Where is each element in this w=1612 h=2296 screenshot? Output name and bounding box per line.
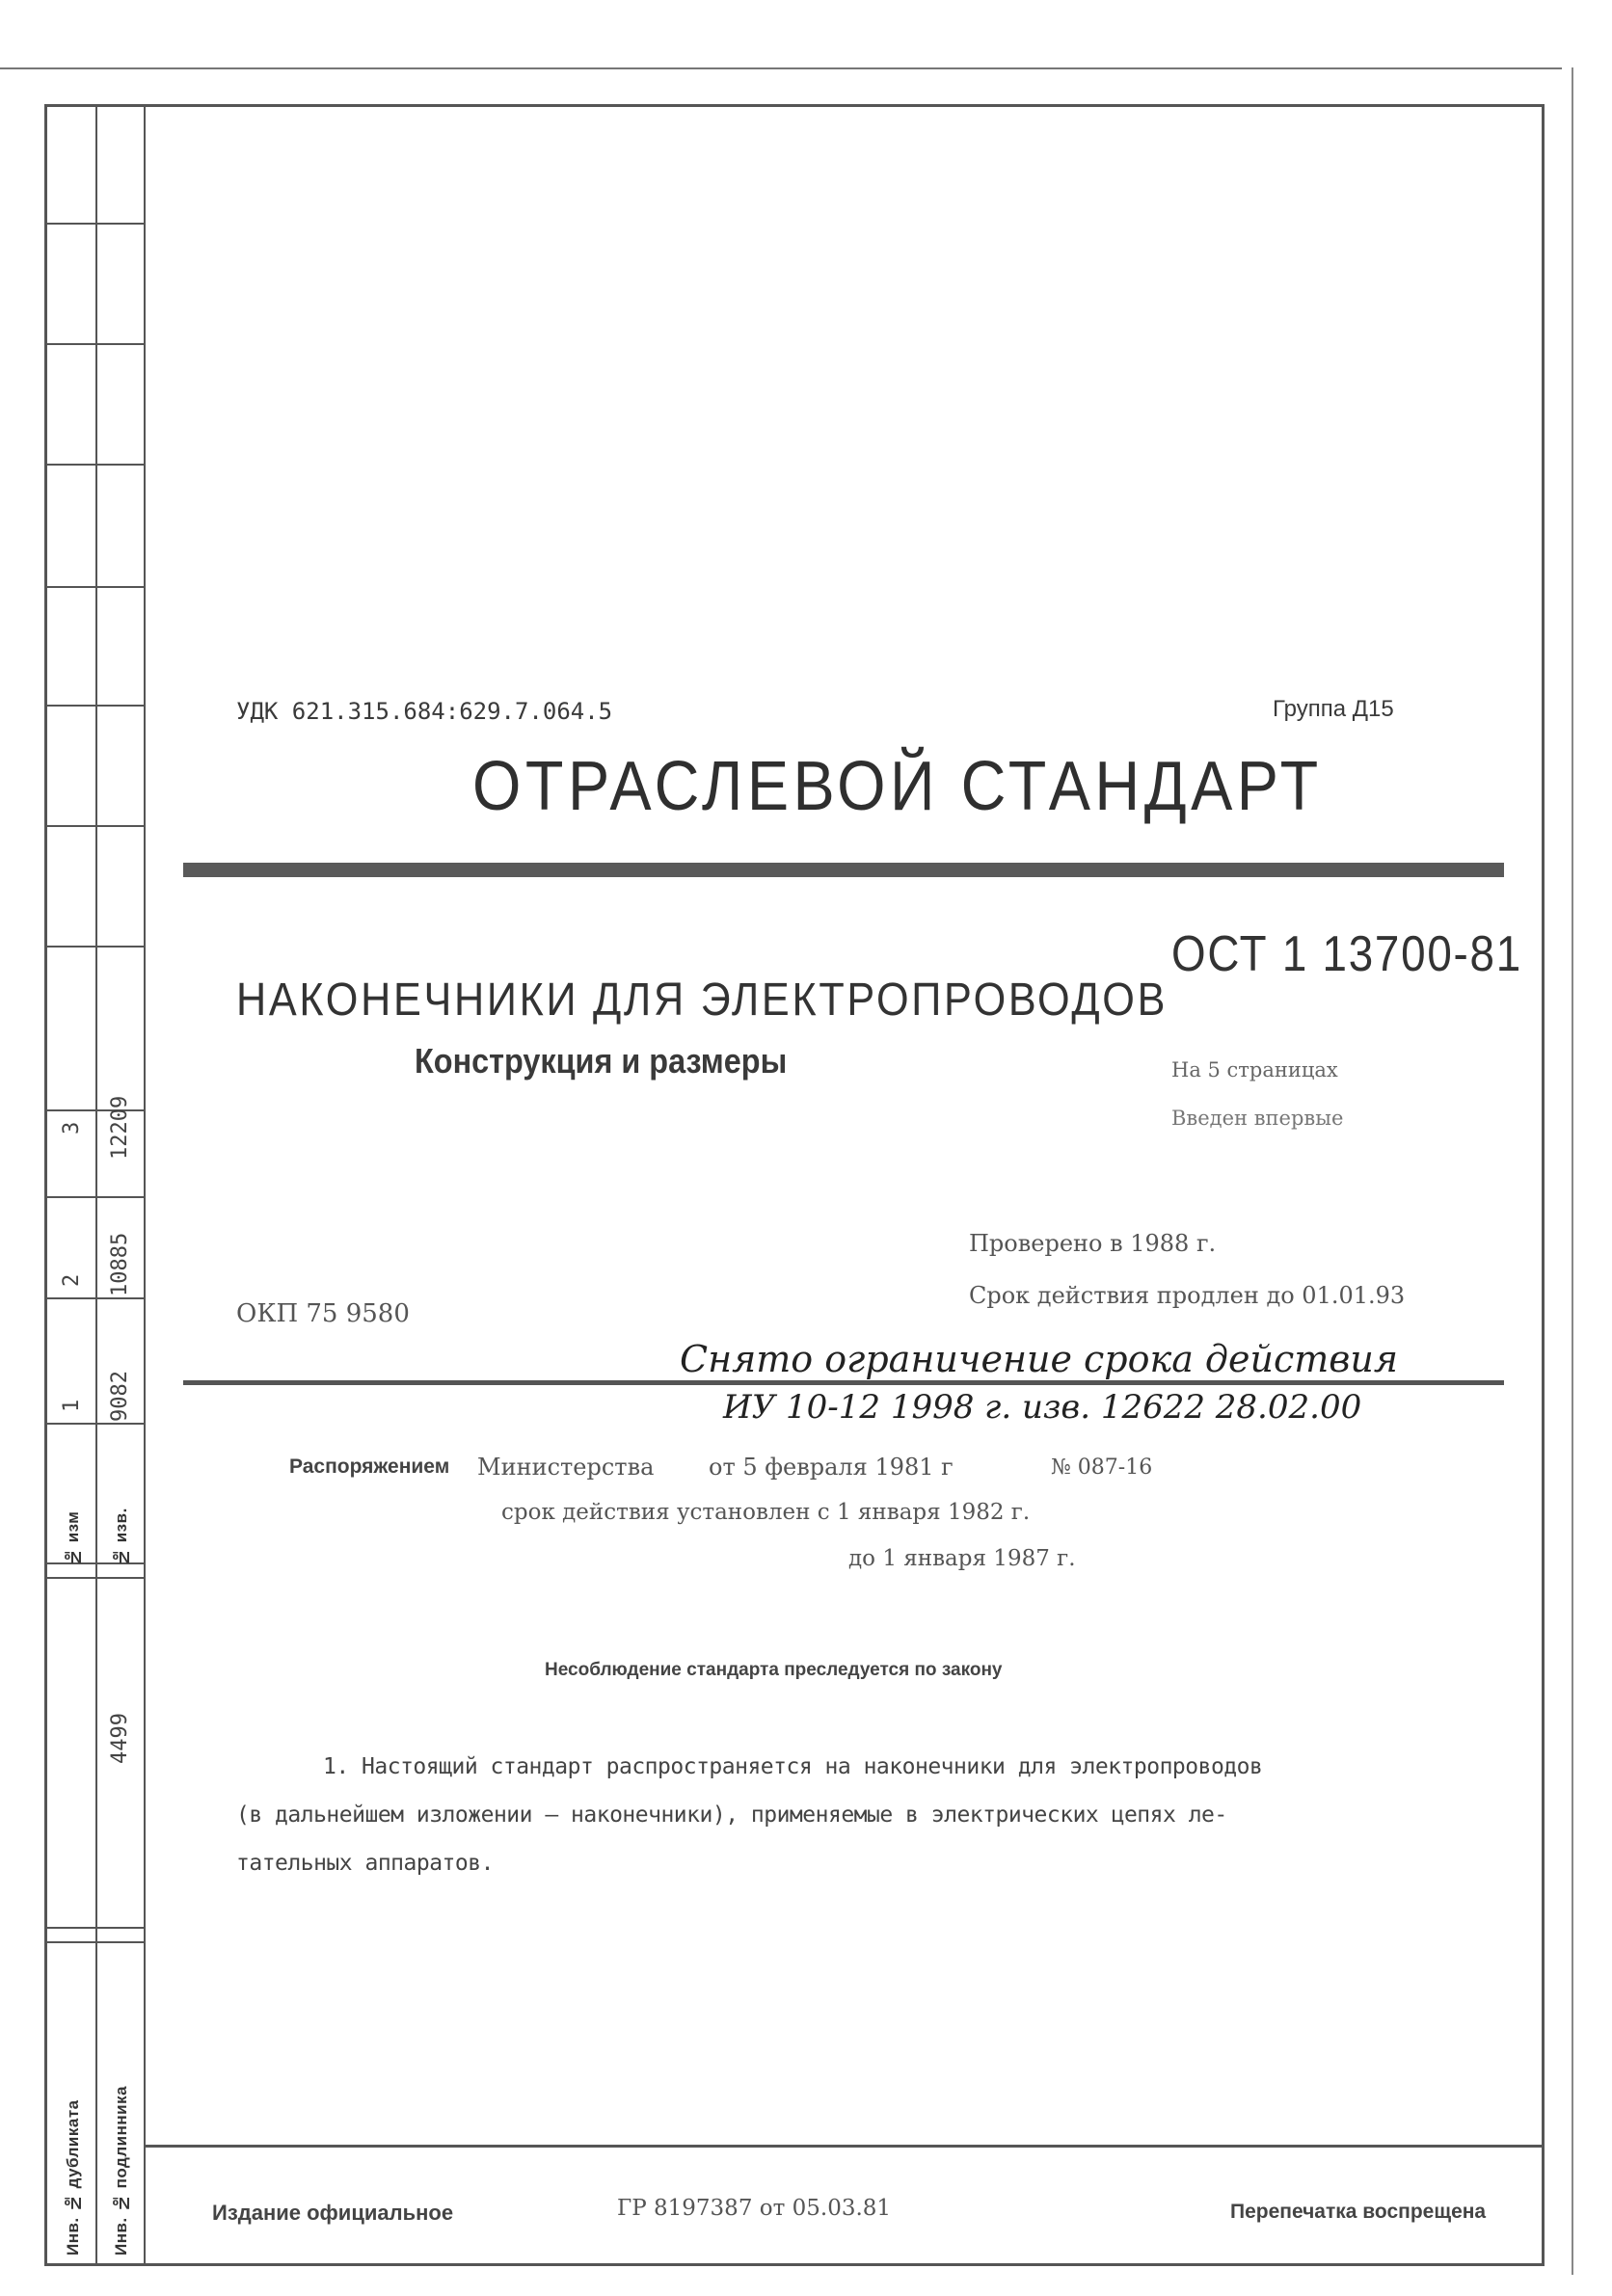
stamp-izv-label: № изв. — [112, 1508, 130, 1566]
order-number: № 087-16 — [1051, 1455, 1153, 1480]
udk-code: УДК 621.315.684:629.7.064.5 — [236, 698, 613, 725]
stamp-column-right — [95, 107, 146, 2263]
validity-end: до 1 января 1987 г. — [848, 1546, 1076, 1571]
introduced-note: Введен впервые — [1171, 1107, 1344, 1130]
stamp-rev-1: 3 — [60, 1121, 84, 1135]
standard-name: НАКОНЕЧНИКИ ДЛЯ ЭЛЕКТРОПРОВОДОВ — [236, 974, 1169, 1026]
handwritten-cancel-note: Снято ограничение срока действия — [680, 1338, 1399, 1380]
checked-note: Проверено в 1988 г. — [969, 1230, 1217, 1257]
scope-paragraph-line-3: тательных аппаратов. — [236, 1851, 494, 1876]
stamp-dubl-label: Инв. № дубликата — [64, 2099, 82, 2256]
validity-rule — [183, 1380, 1504, 1385]
group-code: Группа Д15 — [1273, 696, 1394, 722]
stamp-docnum-1: 12209 — [108, 1095, 132, 1161]
legal-warning: Несоблюдение стандарта преследуется по закону — [545, 1660, 1003, 1680]
footer-rule — [146, 2145, 1542, 2148]
order-ministry: Министерства — [477, 1454, 655, 1481]
standard-subtitle: Конструкция и размеры — [415, 1041, 788, 1081]
title-rule — [183, 863, 1504, 877]
order-label: Распоряжением — [289, 1455, 450, 1478]
extended-note: Срок действия продлен до 01.01.93 — [969, 1282, 1406, 1309]
validity-start: срок действия установлен с 1 января 1982 г. — [501, 1500, 1031, 1525]
official-edition-label: Издание официальное — [212, 2201, 454, 2225]
page-title: ОТРАСЛЕВОЙ СТАНДАРТ — [472, 748, 1323, 825]
scope-paragraph-line-1: 1. Настоящий стандарт распространяется на наконечники для электропроводов — [323, 1754, 1263, 1779]
order-date: от 5 февраля 1981 г — [709, 1454, 954, 1481]
top-border-line — [0, 67, 1562, 69]
page-count: На 5 страницах — [1171, 1058, 1338, 1081]
stamp-docnum-3: 9082 — [108, 1371, 132, 1422]
stamp-izm-label: № изм — [64, 1510, 82, 1566]
stamp-docnum-2: 10885 — [108, 1232, 132, 1296]
stamp-column-left — [47, 107, 97, 2263]
right-border-line — [1572, 67, 1573, 2275]
reprint-prohibited-label: Перепечатка воспрещена — [1230, 2201, 1487, 2223]
page-frame — [44, 104, 1545, 2266]
standard-number: ОСТ 1 13700-81 — [1171, 926, 1522, 982]
left-stamp-strip — [47, 107, 146, 2263]
stamp-rev-2: 2 — [60, 1273, 84, 1287]
scope-paragraph-line-2: (в дальнейшем изложении – наконечники), применяемые в электрических цепях ле- — [236, 1802, 1227, 1828]
stamp-podl-label: Инв. № подлинника — [112, 2085, 130, 2256]
stamp-rev-3: 1 — [60, 1399, 84, 1412]
handwritten-notice-ref: ИУ 10-12 1998 г. изв. 12622 28.02.00 — [723, 1388, 1362, 1427]
stamp-inv-number: 4499 — [108, 1713, 132, 1764]
registration-number: ГР 8197387 от 05.03.81 — [617, 2196, 892, 2221]
okp-code: ОКП 75 9580 — [236, 1299, 410, 1328]
